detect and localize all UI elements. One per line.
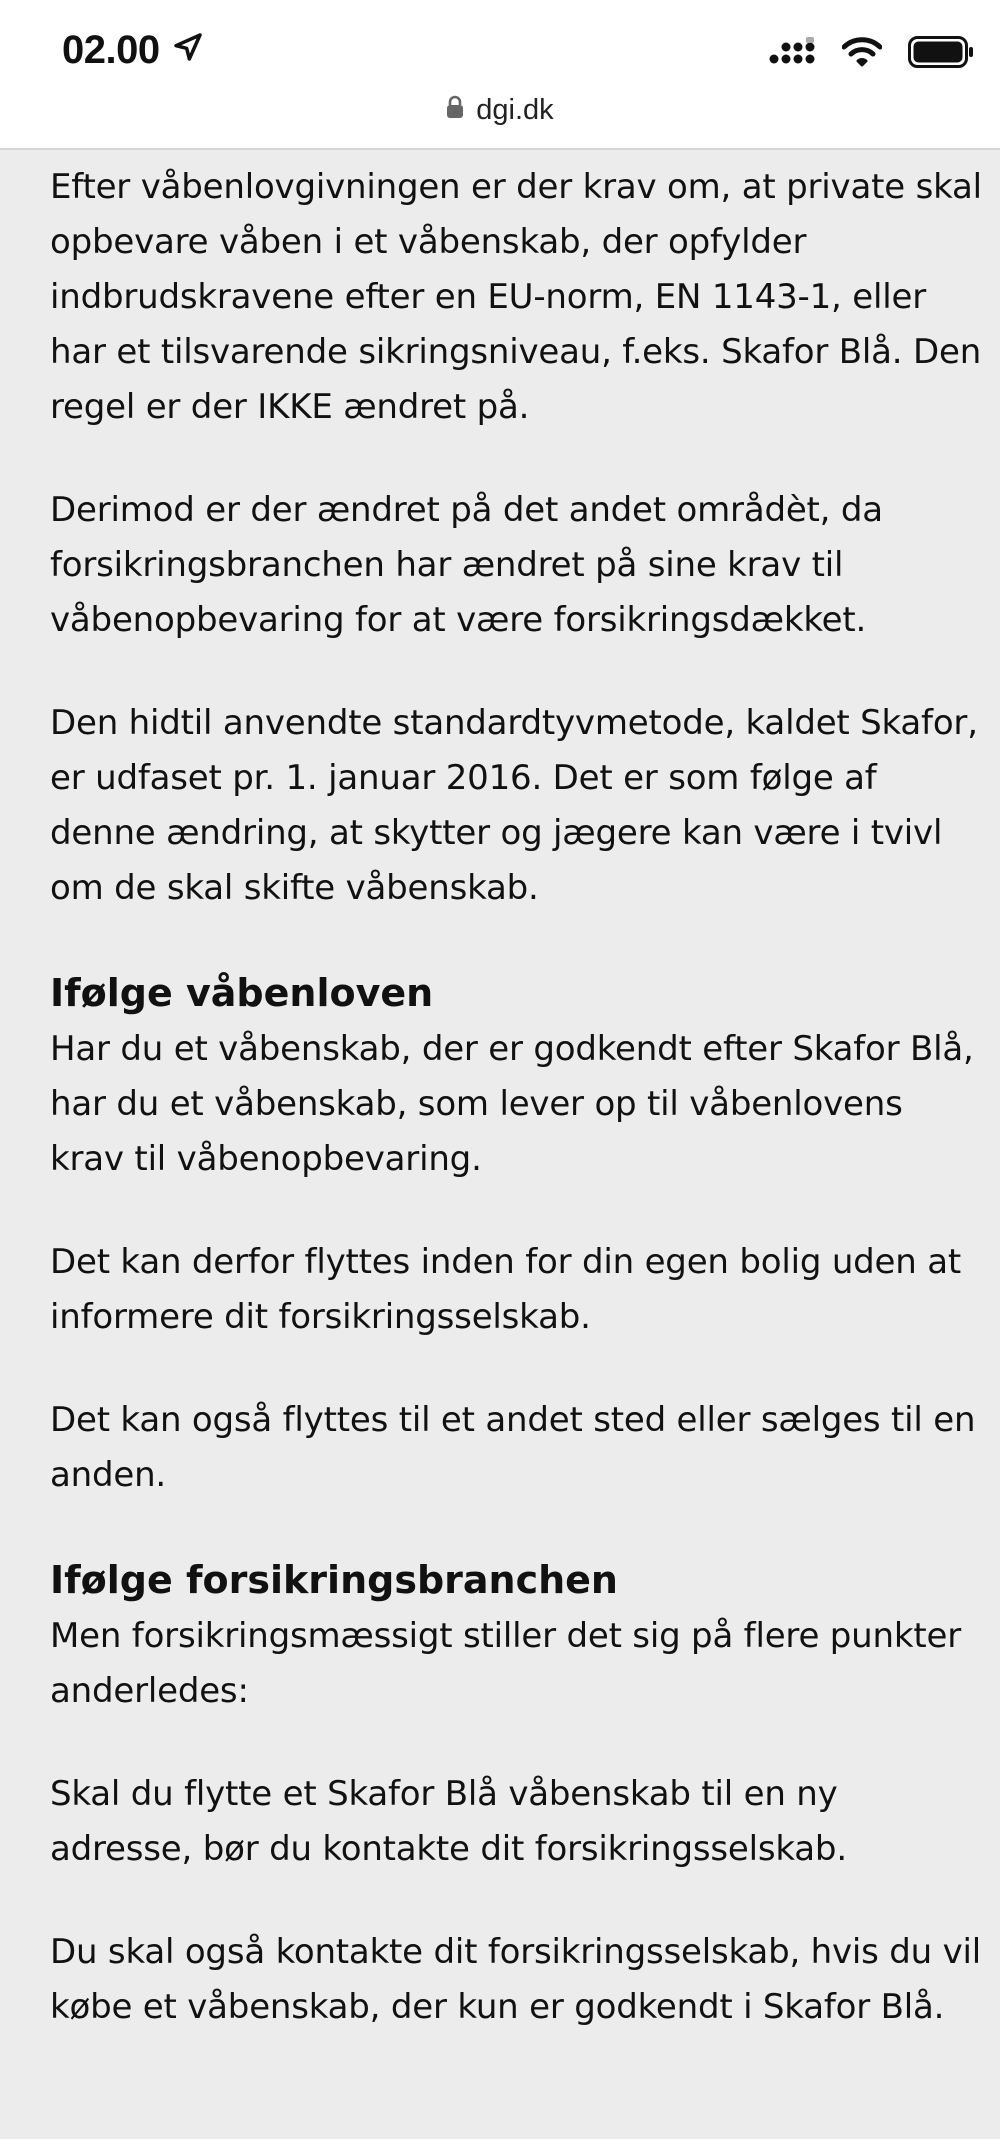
battery-icon <box>908 36 974 72</box>
article-paragraph: Det kan også flyttes til et andet sted eller sælges til en anden. <box>50 1400 976 1495</box>
status-time-group <box>62 28 204 73</box>
status-icons <box>768 36 974 72</box>
article-paragraph: Du skal også kontakte dit forsikringsselskab, hvis du vil købe et våbenskab, der kun er godkendt i Skafor Blå. <box>50 1932 982 2027</box>
status-time: 02.00 <box>62 28 160 72</box>
article-paragraph: Efter våbenlovgivningen er der krav om, at private skal opbevare våben i et våbenskab, der opfylder indbrudskravene efter en EU-norm, EN 1143-1, eller har et tilsvarende sikringsniveau, f.eks. Skafor Blå. Den regel er der IKKE ændret på. <box>50 167 982 427</box>
location-arrow-icon <box>172 28 204 73</box>
lock-icon <box>446 94 464 127</box>
article-paragraph: Har du et våbenskab, der er godkendt efter Skafor Blå, har du et våbenskab, som lever op til våbenlovens krav til våbenopbevaring. <box>50 1029 974 1179</box>
article-paragraph: Det kan derfor flyttes inden for din egen bolig uden at informere dit forsikringsselskab. <box>50 1242 962 1337</box>
article-paragraph: Skal du flytte et Skafor Blå våbenskab til en ny adresse, bør du kontakte dit forsikringsselskab. <box>50 1774 847 1869</box>
article-paragraph: Derimod er der ændret på det andet områdèt, da forsikringsbranchen har ændret på sine krav til våbenopbevaring for at være forsikringsdækket. <box>50 490 883 640</box>
section-heading: Ifølge forsikringsbranchen <box>50 1558 618 1602</box>
section-heading: Ifølge våbenloven <box>50 971 434 1015</box>
url-text: dgi.dk <box>476 94 554 126</box>
status-bar <box>0 0 1000 150</box>
article-content <box>50 160 985 2083</box>
article-paragraph: Den hidtil anvendte standardtyvmetode, kaldet Skafor, er udfaset pr. 1. januar 2016. Det er som følge af denne ændring, at skytter og jægere kan være i tvivl om de skal skifte våbenskab. <box>50 703 978 908</box>
wifi-icon <box>842 37 882 71</box>
cellular-signal-icon <box>768 37 816 71</box>
address-bar[interactable] <box>0 94 1000 127</box>
article-paragraph: Men forsikringsmæssigt stiller det sig på flere punkter anderledes: <box>50 1616 961 1711</box>
